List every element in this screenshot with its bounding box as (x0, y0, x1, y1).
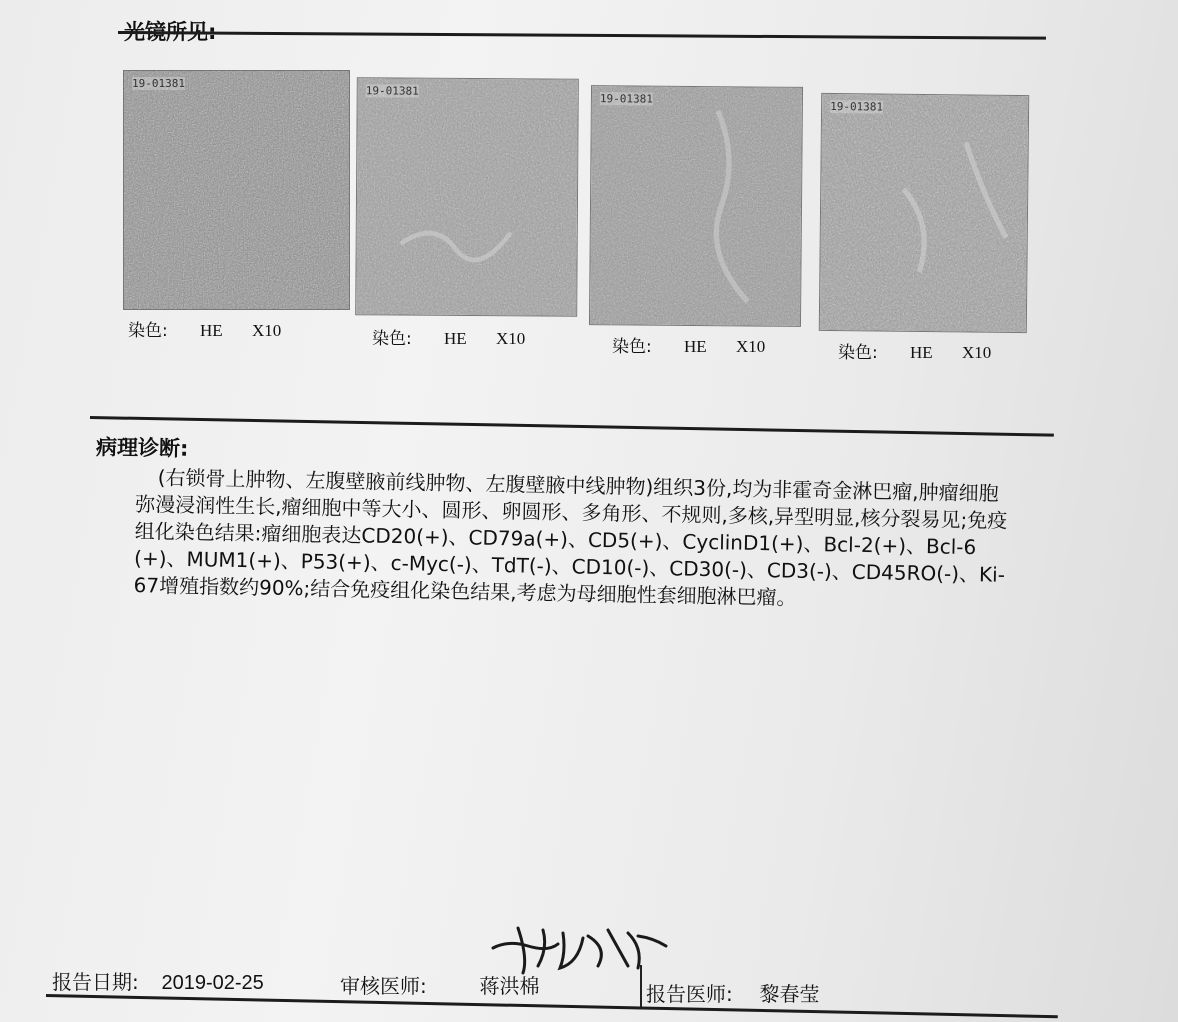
micrograph-4 (819, 93, 1029, 333)
diagnosis-title: 病理诊断: (95, 435, 189, 461)
stain-caption-2 (372, 324, 525, 349)
slide-id-label: 19-01381 (830, 100, 884, 114)
report-date-row (52, 966, 264, 995)
reviewer-name: 蒋洪棉 (479, 974, 540, 998)
stain-value: HE (684, 337, 707, 356)
diagnosis-text: (右锁骨上肿物、左腹壁腋前线肿物、左腹壁腋中线肿物)组织3份,均为非霍奇金淋巴瘤,肿瘤细胞弥漫浸润性生长,瘤细胞中等大小、圆形、卵圆形、多角形、不规则,多核,异型明显,核分裂易见;免疫组化染色结果:瘤细胞表达CD20(+)、CD79a(+)、CD5(+)、CyclinD1(+)、Bcl-2(+)、Bcl-6(+)、MUM1(+)、P53(+)、c-Myc(-)、TdT(-)、CD10(-)、CD30(-)、CD3(-)、CD45RO(-)、Ki-67增殖指数约90%;结合免疫组化染色结果,考虑为母细胞性套细胞淋巴瘤。 (133, 465, 1008, 610)
microscopy-title: 光镜所见: (124, 20, 217, 44)
footer-divider (640, 965, 642, 1009)
reporter-label: 报告医师: (646, 982, 733, 1006)
report-date-value: 2019-02-25 (161, 972, 264, 994)
reviewer-row (340, 970, 539, 999)
stain-value: HE (910, 343, 933, 362)
top-divider (118, 31, 1046, 40)
reporter-row (646, 978, 819, 1007)
stain-value: HE (200, 321, 223, 340)
slide-id-label: 19-01381 (599, 92, 653, 106)
magnification-value: X10 (736, 337, 766, 356)
stain-label: 染色: (612, 337, 652, 357)
diagnosis-text-block (133, 464, 1010, 616)
stain-value: HE (444, 329, 467, 348)
micrograph-2 (355, 77, 579, 317)
stain-label: 染色: (372, 329, 412, 349)
magnification-value: X10 (496, 329, 526, 348)
reviewer-label: 审核医师: (340, 974, 427, 998)
stain-caption-4 (838, 338, 991, 363)
slide-id-label: 19-01381 (132, 77, 185, 90)
micrograph-3 (589, 85, 803, 327)
report-date-label: 报告日期: (52, 970, 139, 994)
reporter-name: 黎春莹 (759, 982, 820, 1006)
magnification-value: X10 (962, 343, 992, 362)
stain-caption-3 (612, 332, 765, 357)
footer-line (46, 994, 1058, 1018)
stain-caption-1 (128, 316, 281, 341)
stain-label: 染色: (838, 343, 878, 363)
stain-label: 染色: (128, 321, 168, 341)
diagnosis-divider (90, 416, 1054, 437)
reviewer-signature (488, 918, 678, 978)
magnification-value: X10 (252, 321, 282, 340)
slide-id-label: 19-01381 (365, 84, 419, 98)
micrograph-1 (123, 70, 350, 310)
